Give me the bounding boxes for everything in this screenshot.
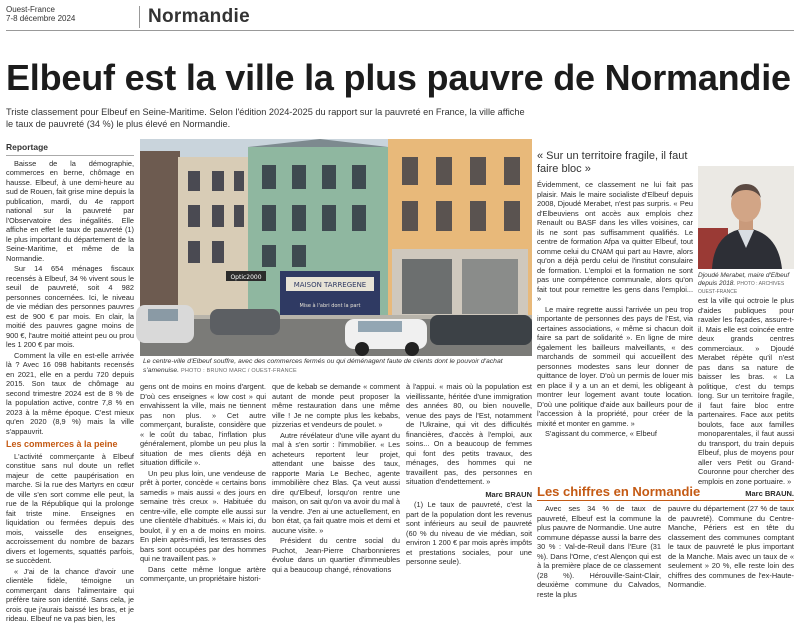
caption-text: Le centre-ville d'Elbeuf souffre, avec des commerces fermés ou qui déménagent faute de clients dont le pouvoir d'achat s'amenuise. — [143, 358, 503, 374]
optic-sign-text: Optic2000 — [230, 274, 262, 281]
interview-headline: « Sur un territoire fragile, il faut faire bloc » — [537, 150, 688, 175]
box-column-left — [537, 504, 661, 600]
newspaper-name: Ouest-France — [6, 5, 55, 14]
paragraph: Comment la ville en est-elle arrivée là ? Avec 16 098 habitants recensés en 2021, elle en a perdu 720 depuis 2015. Son taux de chômage au second trimestre 2024 est de 8 % de la population active, contre 7,8 % en 2023 à la même époque. C'est mieux qu'en 2020 (8,9 %) mais la ville s'appauvrit. — [6, 350, 134, 436]
box-title: Les chiffres en Normandie — [537, 484, 701, 499]
paragraph: Président du centre social du Puchot, Jean-Pierre Charbonnieres évolue dans un quartier d'immeubles qui a beaucoup changé, rénovations — [272, 536, 400, 574]
footnote: (1) Le taux de pauvreté, c'est la part de la population dont les revenus sont inférieurs au seuil de pauvreté (60 % du niveau de vie médian, soit environ 1 200 € par mois après impôts et prestations sociales, pour une personne seule). — [406, 500, 532, 566]
box-column-right — [668, 504, 794, 591]
paragraph: « J'ai de la chance d'avoir une clientèle fidèle, témoigne un commerçant dans l'alimentaire qui préfère taire son identité. Sans cela, je crois que j'aurais baissé les bras, et je rideau. Elbeuf ne va pas bien, les — [6, 566, 134, 623]
paragraph: Sur 14 654 ménages fiscaux recensés à Elbeuf, 34 % vivent sous le seuil de pauvreté, soit 4 982 personnes concernées. Ici, le niveau de vie médian des personnes pauvres est de 900 € par mois. En clair, la moitié des pauvres gagne moins de 900 €, l'autre moitié atteint peu ou prou les 1 200 € par mois. — [6, 264, 134, 349]
paragraph: Le maire regrette aussi l'arrivée un peu trop importante de personnes des pays de l'Est, via certaines associations, « même si chacun doit faire sa part de solidarité ». En ligne de mire également les bailleurs malveillants, « des marchands de sommeil qui accueillent des personnes modestes sans leur donner de quittance de loyer. D'où un permis de louer mis en place il y a un an et demi, les obligeant à montrer leur logement avant toute location. D'où une politique d'aide aux bailleurs pour de l'accession à la propriété, pour créer de la mixité et monter en gamme. » — [537, 304, 693, 428]
paragraph: Baisse de la démographie, commerces en berne, chômage en hausse. Elbeuf, à une demi-heure au sud de Rouen, fait grise mine depuis la publication, mardi, du 4e rapport national sur la pauvreté par l'Observatoire des inégalités. Elle affiche en effet le taux de pauvreté (1) le plus important du département de la Seine-Maritime, et même de la Normandie. — [6, 158, 134, 263]
shop-window-text: Mise à l'abri dont la part — [299, 303, 361, 309]
street-illustration — [140, 139, 532, 356]
section-title: Normandie — [139, 6, 250, 28]
paragraph: Avec ses 34 % de taux de pauvreté, Elbeuf est la commune la plus pauvre de Normandie. Une autre commune dépasse aussi la barre des 30 % : Val-de-Reuil dans l'Eure (31 %). Dans l'Orne, c'est Alençon qui est à la première place de ce classement (28 %). Hérouville-Saint-Clair, deuxième commune du Calvados, reste la plus — [537, 504, 661, 599]
standfirst: Triste classement pour Elbeuf en Seine-Maritime. Selon l'édition 2024-2025 du rapport sur la pauvreté en France, la ville affiche le taux de pauvreté (34 %) le plus élevé en Normandie. — [6, 107, 525, 129]
portrait-credit: PHOTO : ARCHIVES OUEST-FRANCE — [698, 281, 785, 295]
article-column-6 — [698, 296, 794, 500]
paragraph: Dans cette même longue artère commerçante, un propriétaire histori- — [140, 564, 266, 583]
paragraph: Autre révélateur d'une ville ayant du mal à s'en sortir : l'immobilier. « Les acheteurs reportent leur projet, attendant une baisse des taux, rapporte Maria Le Bechec, agente immobilière chez Blas. Ça veut aussi dire qu'Elbeuf, lorsqu'on rentre une maison, on sait qu'on va avoir du mal à la vendre. J'en ai une actuellement, en bon état, ça fait quatre mois et demi et aucune visite. » — [272, 430, 400, 535]
portrait-caption-text: Djoudé Merabet, maire d'Elbeuf depuis 2018. — [698, 272, 790, 287]
paragraph: que de kebab se demande « comment autant de monde peut proposer la même restauration dans une même ville ! Je ne compte plus les kebabs, pizzerias et vendeurs de poulet. » — [272, 382, 400, 429]
street-photo — [140, 139, 532, 356]
paragraph: L'activité commerçante à Elbeuf constitue sans nul doute un reflet majeur de cette paupérisation en marche. Si la rue des Martyrs en cœur de ville s'en sort comme elle peut, la rue de la République qui la prolonge fait triste mine. Enseignes en liquidation ou fermées depuis des mois, vaisselle des enseignes, accroissement du nombre de bazars divers et logements, squattés parfois, se succèdent. — [6, 451, 134, 565]
author-signature: Marc BRAUN — [485, 489, 532, 499]
article-column-5 — [537, 180, 693, 440]
paragraph: S'agissant du commerce, « Elbeuf — [545, 429, 657, 438]
masthead — [6, 5, 794, 31]
article-column-4 — [406, 382, 532, 568]
photo-caption — [143, 358, 529, 375]
portrait-caption — [698, 272, 794, 296]
paragraph: gens ont de moins en moins d'argent. D'où ces enseignes « low cost » qui envahissent la ville, mais ne tiennent pas non plus. » Cet autre commerçant, buraliste, considère que « le coût du tabac, l'inflation plus généralement, plombe un peu plus la situation de mes clients déjà en situation difficile ». — [140, 382, 266, 467]
subheading: Les commerces à la peine — [6, 439, 118, 449]
box-divider — [537, 500, 794, 501]
mayor-portrait — [698, 166, 794, 269]
paragraph: pauvre du département (27 % de taux de pauvreté). Commune du Centre-Manche, Périers est en tête du classement des communes comptant le taux de pauvreté le plus important de la Manche. Mais avec un taux de « seulement » 20 %, elle reste loin des chiffres des communes de l'ex-Haute-Normandie. — [668, 504, 794, 589]
paragraph: Un peu plus loin, une vendeuse de prêt à porter, concède « certains bons samedis » mais aussi « des jours en semaine très creux ». Habituée du centre-ville, elle compte elle aussi sur une clientèle d'habitués. « Mais ici, du boulot, il y en a de moins en moins. En plein après-midi, les terrasses des bars sont occupées par des hommes qui ne travaillent pas. » — [140, 468, 266, 563]
shop-sign-text: MAISON TARREGENE — [293, 281, 367, 289]
photo-credit: PHOTO : BRUNO MARC / OUEST-FRANCE — [180, 367, 297, 374]
paragraph: Évidemment, ce classement ne lui fait pas plaisir. Mais le maire socialiste d'Elbeuf depuis 2008, Djoudé Merabet, n'est pas surpris. « Peu d'Elbeuviens ont accès aux emplois chez Renault ou BASF dans les villes voisines, car ils ne sont pas suffisamment qualifiés. Le centre de formation Afpa va quitter Elbeuf, tout comme celui du CNAM qui part au Havre, alors qu'on a déjà perdu celui de l'institut consulaire de formation. L'emploi et la formation ne sont pas une compétence communale, alors qu'on fait tout pour remettre les gens dans l'emploi... » — [537, 180, 693, 303]
paragraph: est la ville qui octroie le plus d'aides publiques pour ravaler les façades, assure-t-il. Mais elle est coincée entre deux grands centres commerciaux. » Djoudé Merabet répète qu'il n'est pas dans sa nature de baisser les bras. « La politique, c'est du temps long. Sur un territoire fragile, il faut faire bloc entre partenaires. Face aux petits boulots, face aux familles monoparentales, il faut aussi du transport, du train depuis Elbeuf, plus de moyens pour aller vers Petit ou Grand-Couronne pour chercher des emplois en zone portuaire. » — [698, 296, 794, 486]
portrait-illustration — [698, 166, 794, 269]
article-column-3 — [272, 382, 400, 575]
headline: Elbeuf est la ville la plus pauvre de Normandie — [6, 57, 791, 98]
author-signature: Marc BRAUN. — [745, 489, 794, 498]
article-column-2 — [140, 382, 266, 585]
rubric-tag: Reportage — [6, 143, 134, 156]
issue-date: 7-8 décembre 2024 — [6, 14, 76, 23]
paragraph: à l'appui. « mais où la population est vieillissante, héritée d'une immigration des années 80, ou bien nouvelle, venue des pays de l'Est, notamment de l'Ukraine, qui vit des difficultés financières, d'accès à l'emploi, aux soins... On a beaucoup de femmes qui font des petits travaux, des ménages, des hommes qui ne travaillent pas, des personnes en situation d'endettement. » — [406, 382, 532, 486]
article-column-1 — [6, 143, 134, 625]
